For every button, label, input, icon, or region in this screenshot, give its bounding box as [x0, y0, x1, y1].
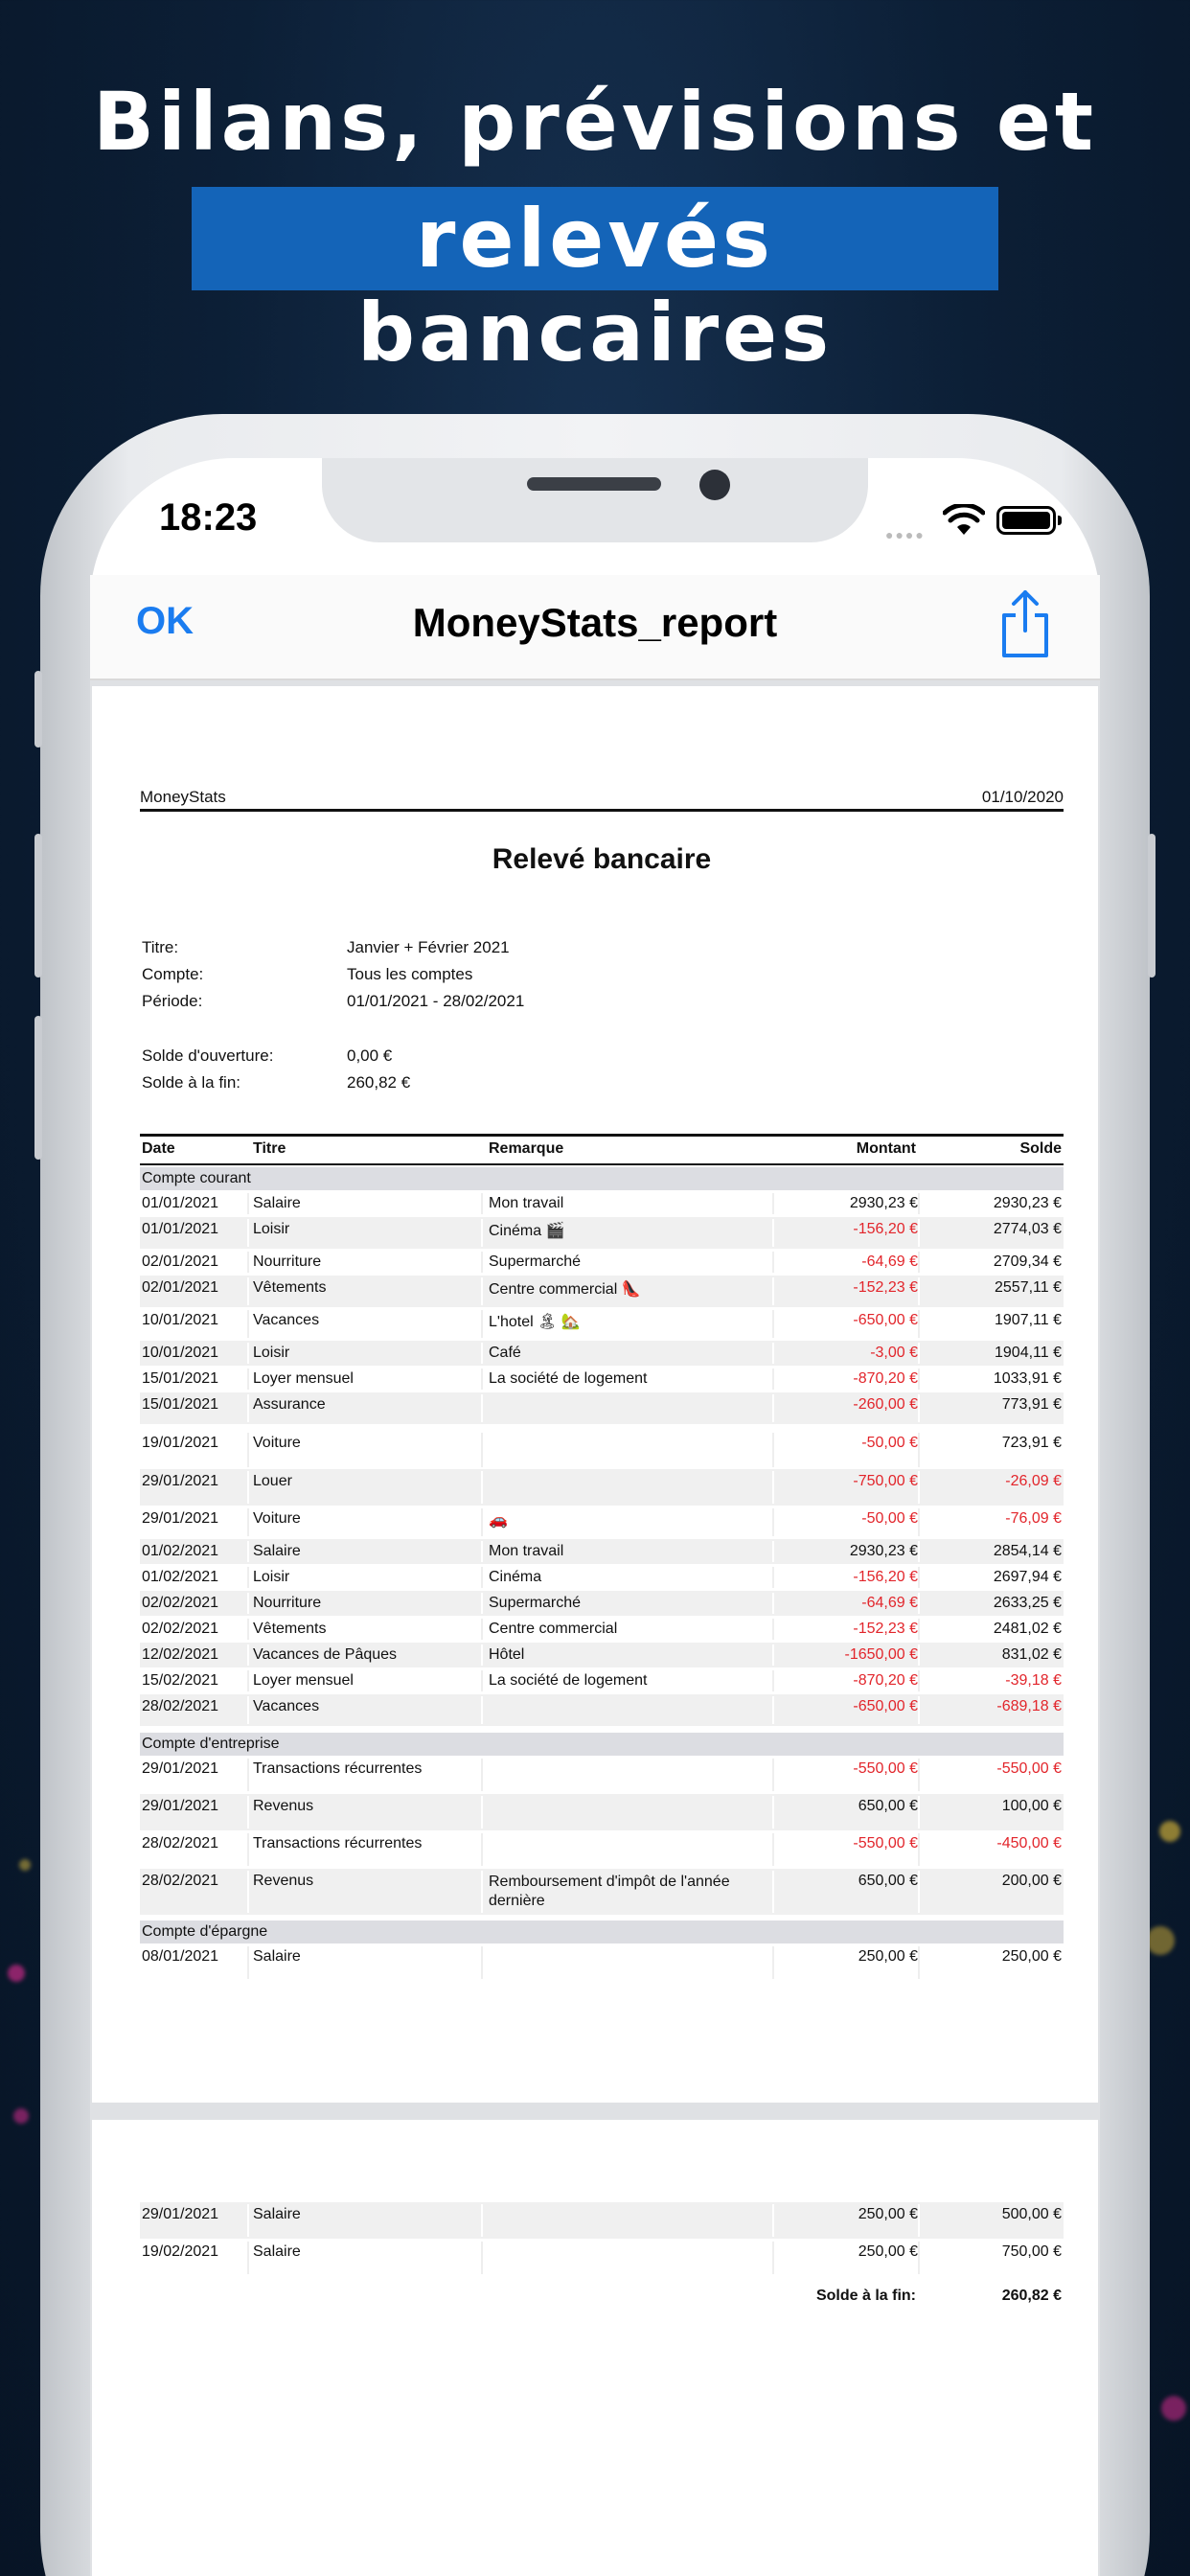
- table-row: [140, 1276, 1064, 1307]
- table-row: [140, 1367, 1064, 1392]
- phone-power-button: [1148, 834, 1156, 978]
- cell-divider: [247, 1619, 249, 1640]
- cell-date: 28/02/2021: [142, 1873, 219, 1889]
- cell-divider: [918, 1871, 920, 1913]
- phone-speaker: [527, 477, 661, 491]
- cell-divider: [481, 1394, 483, 1422]
- meta-value-account: Tous les comptes: [347, 965, 473, 983]
- cell-balance: -550,00 €: [996, 1760, 1062, 1777]
- phone-volume-down: [34, 1016, 42, 1160]
- cell-title: Voiture: [253, 1510, 301, 1527]
- cell-title: Salaire: [253, 1543, 301, 1559]
- cell-balance: 1907,11 €: [995, 1312, 1062, 1328]
- cell-amount: 250,00 €: [858, 2243, 918, 2260]
- cell-amount: -50,00 €: [861, 1435, 918, 1451]
- cell-divider: [772, 1433, 774, 1467]
- cell-date: 29/01/2021: [142, 2206, 219, 2222]
- cell-divider: [918, 1193, 920, 1214]
- meta-label-title: Titre:: [142, 938, 179, 956]
- cell-balance: 2854,14 €: [993, 1543, 1062, 1559]
- cell-amount: -870,20 €: [853, 1370, 918, 1387]
- cell-remark: L'hotel 🏝 🏡: [489, 1314, 581, 1330]
- cell-divider: [481, 1252, 483, 1273]
- phone-volume-up: [34, 834, 42, 978]
- cell-date: 28/02/2021: [142, 1698, 219, 1714]
- cell-title: Assurance: [253, 1396, 326, 1413]
- background-particle: [1146, 1926, 1175, 1955]
- cell-divider: [247, 1567, 249, 1588]
- cell-balance: 2557,11 €: [995, 1279, 1062, 1296]
- battery-icon: [996, 506, 1056, 535]
- cell-amount: 650,00 €: [858, 1873, 918, 1889]
- cell-balance: 250,00 €: [1001, 1948, 1062, 1965]
- report-title: Relevé bancaire: [492, 843, 712, 875]
- cell-divider: [918, 1541, 920, 1562]
- cell-divider: [918, 1619, 920, 1640]
- cell-divider: [247, 1277, 249, 1305]
- cell-remark: Mon travail: [489, 1195, 564, 1211]
- page-title: MoneyStats_report: [412, 600, 778, 645]
- cell-divider: [918, 1508, 920, 1536]
- opening-balance-label: Solde d'ouverture:: [142, 1046, 274, 1065]
- cell-amount: -260,00 €: [853, 1396, 918, 1413]
- cell-remark: Café: [489, 1345, 521, 1361]
- cell-date: 02/01/2021: [142, 1279, 219, 1296]
- closing-balance-value: 260,82 €: [347, 1073, 411, 1092]
- cell-divider: [247, 1508, 249, 1536]
- table-row: [140, 1694, 1064, 1726]
- table-row: [140, 1643, 1064, 1668]
- cell-divider: [772, 1394, 774, 1422]
- table-row: [140, 2202, 1064, 2239]
- cell-title: Salaire: [253, 2206, 301, 2222]
- cell-divider: [772, 1796, 774, 1828]
- cell-balance: 773,91 €: [1001, 1396, 1062, 1413]
- cell-title: Vêtements: [253, 1279, 327, 1296]
- cell-balance: 2709,34 €: [993, 1254, 1062, 1270]
- cell-amount: 2930,23 €: [849, 1195, 918, 1211]
- cell-date: 28/02/2021: [142, 1835, 219, 1852]
- cell-divider: [481, 1833, 483, 1866]
- table-row: [140, 1217, 1064, 1249]
- cell-balance: 500,00 €: [1001, 2206, 1062, 2222]
- cell-divider: [481, 1310, 483, 1338]
- cell-divider: [481, 1368, 483, 1390]
- cell-divider: [918, 1394, 920, 1422]
- cell-divider: [772, 1833, 774, 1866]
- cell-divider: [481, 1696, 483, 1724]
- cell-title: Nourriture: [253, 1595, 322, 1611]
- table-header-rule: [140, 1163, 1064, 1165]
- cell-divider: [772, 1670, 774, 1691]
- account-section-label: Compte d'épargne: [142, 1923, 268, 1940]
- cell-date: 15/02/2021: [142, 1672, 219, 1689]
- cell-title: Nourriture: [253, 1254, 322, 1270]
- cell-divider: [481, 1644, 483, 1666]
- cell-amount: -650,00 €: [853, 1312, 918, 1328]
- cell-divider: [481, 1219, 483, 1247]
- cell-divider: [481, 1946, 483, 1979]
- cell-divider: [918, 1343, 920, 1364]
- cell-divider: [772, 1593, 774, 1614]
- table-row: [140, 1869, 1064, 1915]
- cell-date: 10/01/2021: [142, 1345, 219, 1361]
- cell-date: 29/01/2021: [142, 1798, 219, 1814]
- cell-amount: -550,00 €: [853, 1835, 918, 1852]
- cell-remark: La société de logement: [489, 1672, 648, 1689]
- table-row: [140, 1668, 1064, 1693]
- ok-button[interactable]: OK: [136, 600, 194, 642]
- cell-divider: [772, 2204, 774, 2237]
- cell-title: Transactions récurrentes: [253, 1760, 423, 1777]
- cell-balance: 200,00 €: [1001, 1873, 1062, 1889]
- cell-amount: -64,69 €: [861, 1254, 918, 1270]
- cell-title: Loyer mensuel: [253, 1370, 354, 1387]
- cell-divider: [918, 1833, 920, 1866]
- report-app-name: MoneyStats: [140, 788, 226, 806]
- cell-divider: [481, 1541, 483, 1562]
- cell-divider: [247, 1670, 249, 1691]
- table-row: [140, 1757, 1064, 1793]
- cell-balance: 750,00 €: [1001, 2243, 1062, 2260]
- cell-amount: -64,69 €: [861, 1595, 918, 1611]
- cell-amount: 250,00 €: [858, 1948, 918, 1965]
- cell-amount: -156,20 €: [853, 1221, 918, 1237]
- cell-date: 15/01/2021: [142, 1396, 219, 1413]
- cell-amount: 250,00 €: [858, 2206, 918, 2222]
- cell-divider: [481, 1433, 483, 1467]
- cell-divider: [918, 1670, 920, 1691]
- meta-label-period: Période:: [142, 992, 203, 1010]
- cell-date: 01/02/2021: [142, 1569, 219, 1585]
- cell-title: Loyer mensuel: [253, 1672, 354, 1689]
- final-balance-value: 260,82 €: [1001, 2288, 1062, 2304]
- cell-title: Vêtements: [253, 1621, 327, 1637]
- cell-divider: [247, 1541, 249, 1562]
- cell-date: 01/02/2021: [142, 1543, 219, 1559]
- cell-amount: -152,23 €: [853, 1279, 918, 1296]
- cell-divider: [772, 1759, 774, 1791]
- background-particle: [13, 2108, 29, 2124]
- cell-amount: -870,20 €: [853, 1672, 918, 1689]
- cell-divider: [481, 1593, 483, 1614]
- cell-balance: -76,09 €: [1005, 1510, 1062, 1527]
- cell-remark: Cinéma 🎬: [489, 1223, 565, 1239]
- cell-divider: [918, 1593, 920, 1614]
- meta-value-period: 01/01/2021 - 28/02/2021: [347, 992, 525, 1010]
- cell-divider: [918, 1219, 920, 1247]
- cell-divider: [772, 1252, 774, 1273]
- cell-divider: [247, 1759, 249, 1791]
- wifi-icon: [943, 504, 985, 541]
- table-row: [140, 1250, 1064, 1275]
- cell-date: 15/01/2021: [142, 1370, 219, 1387]
- cell-balance: 1033,91 €: [993, 1370, 1062, 1387]
- cell-divider: [481, 1796, 483, 1828]
- cell-amount: -50,00 €: [861, 1510, 918, 1527]
- cell-title: Louer: [253, 1473, 292, 1489]
- cell-balance: 100,00 €: [1001, 1798, 1062, 1814]
- cell-divider: [772, 1871, 774, 1913]
- phone-notch: [322, 458, 868, 542]
- cell-balance: -450,00 €: [996, 1835, 1062, 1852]
- cell-divider: [481, 1619, 483, 1640]
- cell-divider: [247, 1644, 249, 1666]
- cell-divider: [918, 1368, 920, 1390]
- cell-amount: -3,00 €: [870, 1345, 918, 1361]
- cell-amount: -650,00 €: [853, 1698, 918, 1714]
- cell-date: 08/01/2021: [142, 1948, 219, 1965]
- account-section-header: [140, 1733, 1064, 1756]
- headline-line-2: relevés bancaires: [356, 192, 834, 380]
- cell-balance: 2774,03 €: [993, 1221, 1062, 1237]
- background-particle: [1161, 2396, 1186, 2421]
- share-icon[interactable]: [996, 586, 1054, 664]
- cell-title: Salaire: [253, 1195, 301, 1211]
- cell-title: Loisir: [253, 1221, 290, 1237]
- cell-title: Vacances de Pâques: [253, 1646, 398, 1663]
- cell-date: 02/02/2021: [142, 1595, 219, 1611]
- cell-divider: [481, 1471, 483, 1504]
- cell-divider: [247, 1394, 249, 1422]
- cell-title: Salaire: [253, 1948, 301, 1965]
- cell-balance: 2481,02 €: [993, 1621, 1062, 1637]
- cell-amount: -156,20 €: [853, 1569, 918, 1585]
- cell-divider: [918, 1759, 920, 1791]
- cell-divider: [481, 2204, 483, 2237]
- cell-divider: [481, 1670, 483, 1691]
- cell-remark: Centre commercial 👠: [489, 1281, 641, 1298]
- cell-divider: [247, 1252, 249, 1273]
- cell-divider: [247, 1696, 249, 1724]
- cell-divider: [247, 1593, 249, 1614]
- cell-divider: [772, 1696, 774, 1724]
- cell-remark: Cinéma: [489, 1569, 542, 1585]
- phone-camera: [699, 470, 730, 500]
- header-divider: [140, 809, 1064, 812]
- meta-label-account: Compte:: [142, 965, 204, 983]
- cell-remark: Mon travail: [489, 1543, 564, 1559]
- cell-divider: [247, 1433, 249, 1467]
- report-date: 01/10/2020: [981, 788, 1064, 806]
- table-top-rule: [140, 1134, 1064, 1137]
- cell-balance: 2930,23 €: [993, 1195, 1062, 1211]
- table-row: [140, 1565, 1064, 1590]
- cell-title: Transactions récurrentes: [253, 1835, 423, 1852]
- cell-date: 29/01/2021: [142, 1473, 219, 1489]
- cell-divider: [772, 1368, 774, 1390]
- background-particle: [8, 1965, 25, 1982]
- cell-date: 01/01/2021: [142, 1221, 219, 1237]
- table-row: [140, 1591, 1064, 1616]
- cell-divider: [481, 1871, 483, 1913]
- table-row: [140, 1308, 1064, 1340]
- cell-title: Voiture: [253, 1435, 301, 1451]
- cell-title: Revenus: [253, 1873, 314, 1889]
- cell-title: Revenus: [253, 1798, 314, 1814]
- table-row: [140, 1794, 1064, 1830]
- cell-divider: [918, 1471, 920, 1504]
- cell-title: Vacances: [253, 1312, 320, 1328]
- cell-balance: -26,09 €: [1005, 1473, 1062, 1489]
- cell-divider: [918, 1252, 920, 1273]
- table-row: [140, 1191, 1064, 1216]
- column-header-amount: Montant: [856, 1140, 916, 1157]
- cell-divider: [247, 1471, 249, 1504]
- cell-divider: [772, 1508, 774, 1536]
- cell-divider: [772, 2242, 774, 2274]
- cell-remark: Remboursement d'impôt de l'année dernière: [489, 1874, 730, 1909]
- cell-amount: -750,00 €: [853, 1473, 918, 1489]
- cell-title: Salaire: [253, 2243, 301, 2260]
- cell-balance: 723,91 €: [1001, 1435, 1062, 1451]
- cell-divider: [247, 1219, 249, 1247]
- cell-title: Loisir: [253, 1345, 290, 1361]
- cell-divider: [247, 2204, 249, 2237]
- table-row: [140, 1831, 1064, 1868]
- cell-divider: [772, 1193, 774, 1214]
- cell-remark: Supermarché: [489, 1254, 582, 1270]
- cell-date: 29/01/2021: [142, 1760, 219, 1777]
- cell-divider: [247, 1833, 249, 1866]
- cell-divider: [918, 1277, 920, 1305]
- cell-amount: -550,00 €: [853, 1760, 918, 1777]
- cell-divider: [247, 1796, 249, 1828]
- cell-divider: [247, 1310, 249, 1338]
- account-section-header: [140, 1167, 1064, 1190]
- column-header-balance: Solde: [1019, 1140, 1062, 1157]
- cell-divider: [772, 1310, 774, 1338]
- account-section-label: Compte d'entreprise: [142, 1736, 280, 1752]
- cell-date: 10/01/2021: [142, 1312, 219, 1328]
- opening-balance-value: 0,00 €: [347, 1046, 393, 1065]
- table-row: [140, 2240, 1064, 2276]
- cell-divider: [772, 1541, 774, 1562]
- cell-remark: Hôtel: [489, 1646, 525, 1663]
- cell-balance: 2633,25 €: [993, 1595, 1062, 1611]
- cell-balance: 2697,94 €: [993, 1569, 1062, 1585]
- cell-divider: [918, 1433, 920, 1467]
- cell-divider: [481, 1508, 483, 1536]
- cell-date: 01/01/2021: [142, 1195, 219, 1211]
- phone-silent-switch: [34, 671, 42, 748]
- cell-remark: 🚗: [489, 1512, 508, 1529]
- status-time: 18:23: [159, 496, 258, 539]
- cell-divider: [918, 2204, 920, 2237]
- table-row: [140, 1617, 1064, 1642]
- table-row: [140, 1506, 1064, 1538]
- cell-remark: La société de logement: [489, 1370, 648, 1387]
- cell-divider: [918, 1567, 920, 1588]
- cell-amount: -1650,00 €: [844, 1646, 918, 1663]
- cell-date: 12/02/2021: [142, 1646, 219, 1663]
- cell-divider: [247, 2242, 249, 2274]
- cell-divider: [772, 1946, 774, 1979]
- cell-divider: [481, 1759, 483, 1791]
- cell-divider: [772, 1277, 774, 1305]
- cell-divider: [918, 1696, 920, 1724]
- cell-divider: [247, 1343, 249, 1364]
- cell-divider: [481, 2242, 483, 2274]
- cell-amount: -152,23 €: [853, 1621, 918, 1637]
- cell-amount: 2930,23 €: [849, 1543, 918, 1559]
- column-header-title: Titre: [253, 1140, 286, 1157]
- background-particle: [1159, 1821, 1180, 1842]
- cell-date: 19/01/2021: [142, 1435, 219, 1451]
- pdf-page-2: [92, 2120, 1098, 2576]
- cell-divider: [481, 1567, 483, 1588]
- cell-date: 19/02/2021: [142, 2243, 219, 2260]
- signal-icon: ●●●●: [885, 527, 926, 542]
- cell-divider: [247, 1871, 249, 1913]
- cell-divider: [918, 1644, 920, 1666]
- cell-title: Vacances: [253, 1698, 320, 1714]
- cell-divider: [772, 1567, 774, 1588]
- column-header-date: Date: [142, 1140, 175, 1157]
- cell-divider: [247, 1193, 249, 1214]
- cell-balance: 1904,11 €: [995, 1345, 1062, 1361]
- cell-remark: Centre commercial: [489, 1621, 618, 1637]
- cell-divider: [772, 1471, 774, 1504]
- cell-date: 02/02/2021: [142, 1621, 219, 1637]
- cell-divider: [918, 2242, 920, 2274]
- cell-balance: -39,18 €: [1005, 1672, 1062, 1689]
- cell-date: 02/01/2021: [142, 1254, 219, 1270]
- table-row: [140, 1469, 1064, 1506]
- headline-line-1: Bilans, prévisions et: [93, 75, 1097, 169]
- column-header-remark: Remarque: [489, 1140, 564, 1157]
- table-row: [140, 1539, 1064, 1564]
- cell-amount: 650,00 €: [858, 1798, 918, 1814]
- cell-divider: [247, 1946, 249, 1979]
- cell-divider: [772, 1343, 774, 1364]
- account-section-label: Compte courant: [142, 1170, 251, 1186]
- closing-balance-label: Solde à la fin:: [142, 1073, 241, 1092]
- table-row: [140, 1944, 1064, 1981]
- cell-divider: [481, 1277, 483, 1305]
- background-particle: [19, 1859, 31, 1871]
- battery-cap: [1058, 516, 1062, 525]
- cell-divider: [918, 1796, 920, 1828]
- account-section-header: [140, 1920, 1064, 1944]
- table-row: [140, 1341, 1064, 1366]
- cell-divider: [918, 1310, 920, 1338]
- cell-divider: [481, 1193, 483, 1214]
- cell-remark: Supermarché: [489, 1595, 582, 1611]
- table-row: [140, 1431, 1064, 1469]
- cell-divider: [918, 1946, 920, 1979]
- meta-value-title: Janvier + Février 2021: [347, 938, 510, 956]
- final-balance-label: Solde à la fin:: [815, 2288, 916, 2304]
- cell-date: 29/01/2021: [142, 1510, 219, 1527]
- cell-divider: [772, 1619, 774, 1640]
- cell-divider: [772, 1219, 774, 1247]
- table-row: [140, 1392, 1064, 1424]
- cell-title: Loisir: [253, 1569, 290, 1585]
- cell-divider: [772, 1644, 774, 1666]
- cell-balance: -689,18 €: [996, 1698, 1062, 1714]
- cell-divider: [247, 1368, 249, 1390]
- cell-balance: 831,02 €: [1001, 1646, 1062, 1663]
- cell-divider: [481, 1343, 483, 1364]
